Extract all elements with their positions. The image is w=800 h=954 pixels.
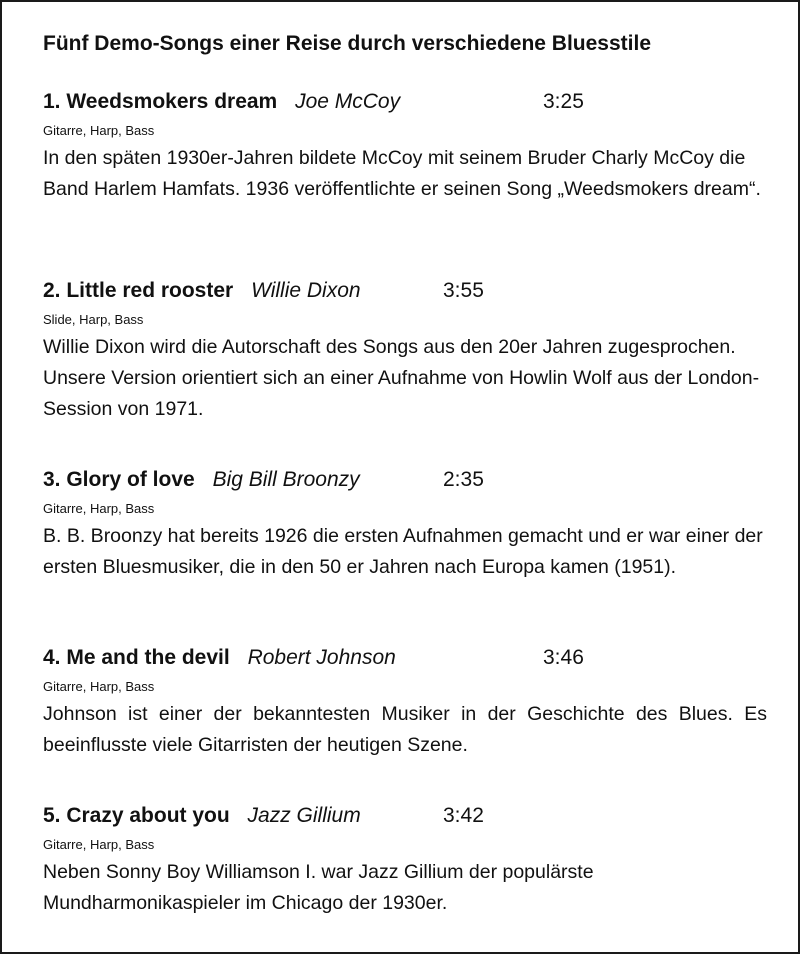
song-entry-4 [43, 646, 767, 761]
song-title-line [43, 279, 767, 309]
song-description: B. B. Broonzy hat bereits 1926 die ersten Aufnahmen gemacht und er war einer der ersten Bluesmusiker, die in den 50 er Jahren nach Europa kamen (1951). [43, 525, 763, 578]
document-heading: Fünf Demo-Songs einer Reise durch verschiedene Bluesstile [43, 32, 652, 55]
song-title: 2. Little red rooster [43, 279, 234, 302]
song-instruments: Gitarre, Harp, Bass [43, 837, 155, 852]
song-duration: 3:55 [443, 279, 484, 302]
song-entry-1 [43, 90, 767, 205]
song-description: Willie Dixon wird die Autorschaft des Songs aus den 20er Jahren zugesprochen. Unsere Version orientiert sich an einer Aufnahme von Howlin Wolf aus der London-Session von 1971. [43, 336, 760, 420]
song-instruments: Gitarre, Harp, Bass [43, 501, 155, 516]
song-artist: Willie Dixon [251, 279, 361, 302]
song-entry-5 [43, 804, 767, 919]
song-artist: Big Bill Broonzy [212, 468, 360, 491]
song-instruments: Gitarre, Harp, Bass [43, 679, 155, 694]
song-entry-3 [43, 468, 767, 583]
song-description: Johnson ist einer der bekanntesten Musiker in der Geschichte des Blues. Es beeinflusste viele Gitarristen der heutigen Szene. [43, 703, 767, 756]
song-duration: 3:46 [543, 646, 584, 669]
song-title: 4. Me and the devil [43, 646, 230, 669]
song-artist: Jazz Gillium [247, 804, 361, 827]
song-title-line [43, 90, 767, 120]
song-title-line [43, 804, 767, 834]
song-title: 3. Glory of love [43, 468, 195, 491]
song-duration: 2:35 [443, 468, 484, 491]
song-description: In den späten 1930er-Jahren bildete McCoy mit seinem Bruder Charly McCoy die Band Harlem Hamfats. 1936 veröffentlichte er seinen Song „Weedsmokers dream“. [43, 147, 761, 200]
song-title: 1. Weedsmokers dream [43, 90, 278, 113]
song-title: 5. Crazy about you [43, 804, 230, 827]
song-title-line [43, 468, 767, 498]
song-instruments: Gitarre, Harp, Bass [43, 123, 155, 138]
song-entry-2 [43, 279, 767, 425]
song-artist: Joe McCoy [295, 90, 401, 113]
song-title-line [43, 646, 767, 676]
song-duration: 3:25 [543, 90, 584, 113]
song-description: Neben Sonny Boy Williamson I. war Jazz Gillium der populärste Mundharmonikaspieler im Chicago der 1930er. [43, 861, 594, 914]
song-instruments: Slide, Harp, Bass [43, 312, 144, 327]
song-duration: 3:42 [443, 804, 484, 827]
song-artist: Robert Johnson [247, 646, 396, 669]
